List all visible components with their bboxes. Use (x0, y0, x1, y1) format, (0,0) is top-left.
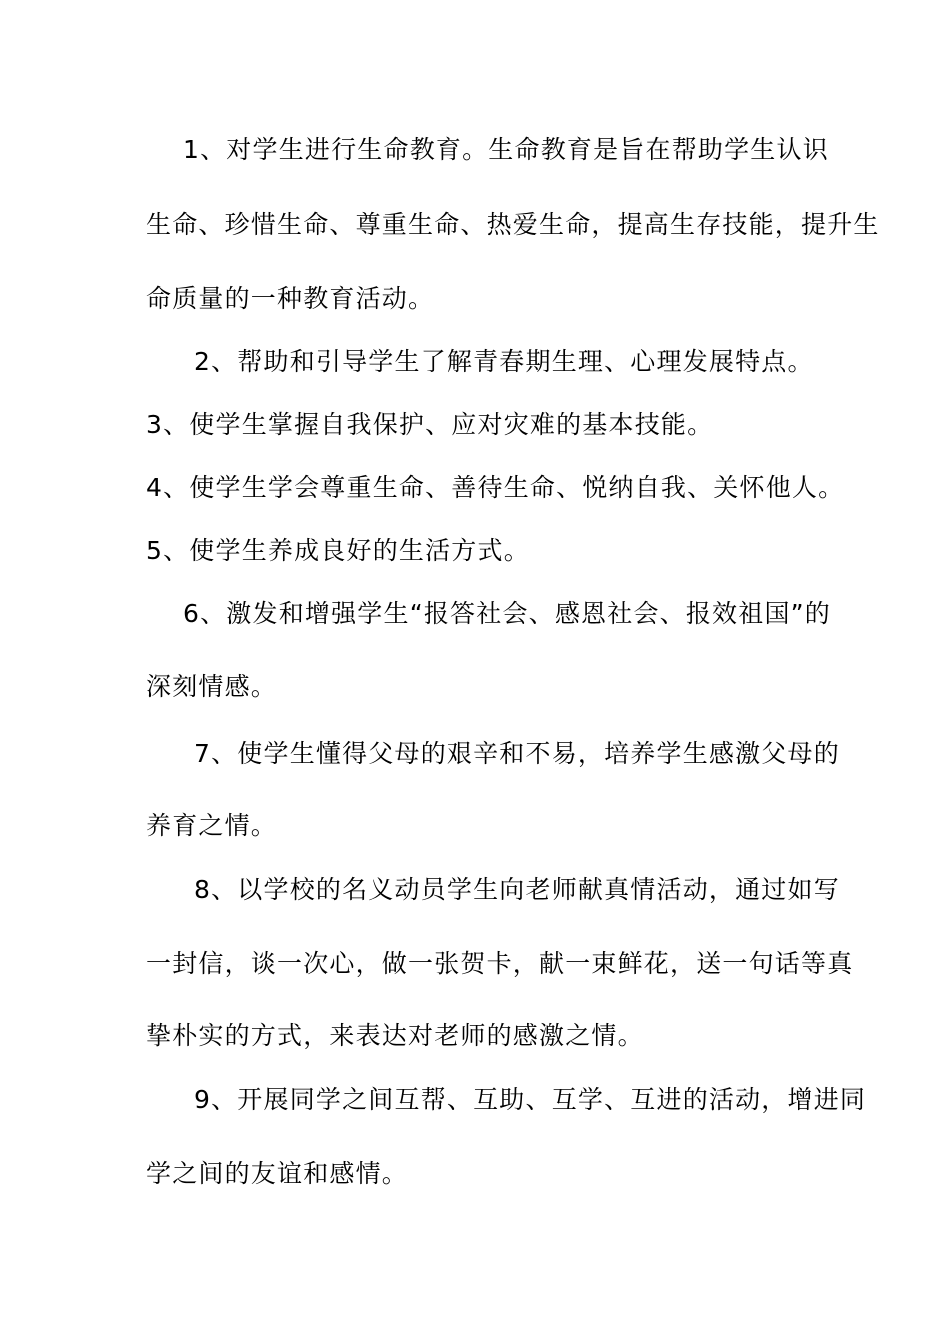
paragraph-7-line-2: 养育之情。 (146, 811, 278, 840)
paragraph-8-line-2: 一封信，谈一次心，做一张贺卡，献一束鲜花，送一句话等真 (146, 949, 854, 978)
paragraph-1-line-1: 1、对学生进行生命教育。生命教育是旨在帮助学生认识 (183, 135, 829, 164)
paragraph-5-line-1: 5、使学生养成良好的生活方式。 (146, 536, 530, 565)
paragraph-3-line-1: 3、使学生掌握自我保护、应对灾难的基本技能。 (146, 410, 714, 439)
paragraph-7-line-1: 7、使学生懂得父母的艰辛和不易，培养学生感激父母的 (194, 739, 840, 768)
paragraph-9-line-1: 9、开展同学之间互帮、互助、互学、互进的活动，增进同 (194, 1085, 867, 1114)
paragraph-8-line-1: 8、以学校的名义动员学生向老师献真情活动，通过如写 (194, 875, 840, 904)
paragraph-9-line-2: 学之间的友谊和感情。 (146, 1159, 409, 1188)
paragraph-4-line-1: 4、使学生学会尊重生命、善待生命、悦纳自我、关怀他人。 (146, 473, 845, 502)
paragraph-6-line-2: 深刻情感。 (146, 672, 278, 701)
paragraph-8-line-3: 挚朴实的方式，来表达对老师的感激之情。 (146, 1021, 644, 1050)
paragraph-6-line-1: 6、激发和增强学生“报答社会、感恩社会、报效祖国”的 (183, 599, 832, 628)
paragraph-1-line-2: 生命、珍惜生命、尊重生命、热爱生命，提高生存技能，提升生 (146, 210, 880, 239)
paragraph-1-line-3: 命质量的一种教育活动。 (146, 284, 435, 313)
paragraph-2-line-1: 2、帮助和引导学生了解青春期生理、心理发展特点。 (194, 347, 814, 376)
